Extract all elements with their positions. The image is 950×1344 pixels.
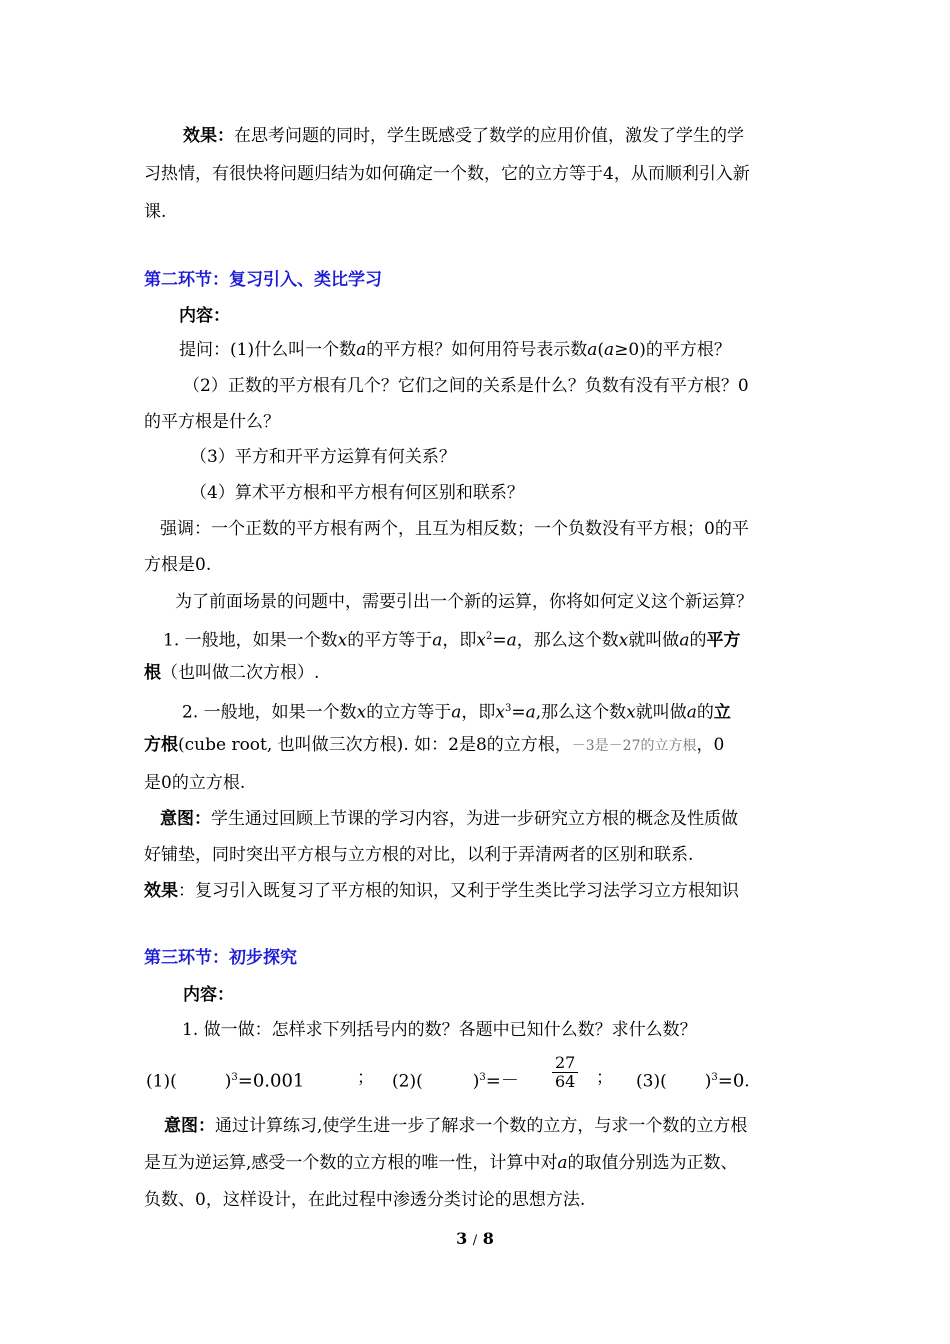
def2-x2: x [495,702,505,723]
q1-paren: ( [597,340,605,360]
def2-a: 2. 一般地，如果一个数 [182,702,357,723]
eq3-lead: (3)( [636,1071,667,1092]
eq2-fraction [552,1054,578,1091]
page-number [0,1229,950,1248]
intent-3-text: 通过计算练习,使学生进一步了解求一个数的立方，与求一个数的立方根 [215,1116,748,1136]
question-1 [179,338,731,362]
eq3-rhs: =0 [717,1070,745,1092]
definition-2-line-2 [144,733,724,758]
intent-2-line-2: 好铺垫，同时突出平方根与立方根的对比，以利于弄清两者的区别和联系. [144,845,694,865]
equation-1 [146,1065,304,1095]
def2-x3: x [626,702,636,723]
def1-x2: x [476,630,486,651]
def2-x: x [356,702,367,723]
emphasis-line-1: 强调：一个正数的平方根有两个，且互为相反数；一个负数没有平方根；0的平 [160,519,749,539]
q1-var-a3: a [604,340,615,360]
def1-a3: a [506,630,517,651]
def1-a: 1. 一般地，如果一个数 [163,630,338,651]
intro-question: 为了前面场景的问题中，需要引出一个新的运算，你将如何定义这个新运算？ [175,592,753,612]
intent-3-line2-a: 是互为逆运算,感受一个数的立方根的唯一性，计算中对 [144,1153,558,1173]
eq1-sup: 3 [231,1072,238,1083]
definition-1-line-2 [144,661,319,685]
def1-f: 的 [689,630,707,651]
intent-3-label: 意图： [164,1116,215,1136]
equation-3 [636,1065,750,1095]
effect-paragraph-line-1 [183,124,744,148]
effect-colon: ： [217,126,234,146]
definition-1-line-1 [163,625,740,653]
def1-x: x [337,630,348,651]
def2-e: 就叫做 [635,702,687,723]
eq1-lead: (1)( [146,1071,177,1092]
page-separator: / [472,1233,478,1248]
def2-a4: a [686,702,697,723]
def1-a4: a [679,630,690,651]
def1-g: （也叫做二次方根）. [161,663,320,683]
def1-a2: a [432,630,443,651]
q1-var-a: a [356,340,367,360]
def2-f: 的 [696,702,714,723]
effect-label: 效果 [183,126,217,146]
def2-example-gray: －3是－27的立方根 [571,738,697,754]
q1-text-d: ≥0)的平方根？ [614,340,731,360]
effect-2 [144,879,739,903]
page-total: 8 [482,1229,494,1248]
section-2-title: 第二环节：复习引入、类比学习 [144,270,382,290]
def2-d: ,那么这个数 [535,702,627,723]
effect-paragraph-line-2: 习热情，有很快将问题归结为如何确定一个数，它的立方等于4，从而顺利引入新 [144,164,750,184]
question-3: （3）平方和开平方运算有何关系？ [190,447,456,467]
eq2-denominator: 64 [555,1072,576,1091]
separator-2: ； [596,1068,613,1088]
q1-text-b: 的平方根？如何用符号表示数 [366,340,588,360]
effect-2-label: 效果 [144,881,178,901]
effect-paragraph-line-3: 课. [144,202,167,222]
def2-a2: a [451,702,462,723]
def1-e: 就叫做 [628,630,680,651]
eq2-close: ) [472,1071,480,1092]
def1-d: ，那么这个数 [516,630,619,651]
eq1-close: ) [224,1071,232,1092]
intent-3-line-3: 负数、0，这样设计，在此过程中渗透分类讨论的思想方法. [144,1190,586,1210]
equation-2 [392,1065,519,1095]
def1-sup: 2 [485,631,493,642]
eq3-sup: 3 [711,1072,718,1083]
q1-text-a: 提问：(1)什么叫一个数 [179,340,357,360]
question-2-line-1: （2）正数的平方根有几个？它们之间的关系是什么？负数有没有平方根？0 [183,376,749,396]
def2-term-root: 方根 [144,735,178,755]
intent-2-label: 意图： [160,809,211,829]
def1-eq: = [492,630,507,651]
intent-3-line2-b: 的取值分别选为正数、 [567,1153,738,1173]
def2-term-cube: 立 [713,702,731,723]
def2-eq: = [511,702,526,723]
def1-term-root: 根 [144,663,161,683]
intent-2-line-1 [160,807,738,831]
def1-c: ，即 [442,630,477,651]
def1-b: 的平方等于 [347,630,433,651]
def2-c: ，即 [461,702,496,723]
effect-2-text: ：复习引入既复习了平方根的知识，又利于学生类比学习法学习立方根知识 [178,881,739,901]
definition-2-line-3: 是0的立方根. [144,773,246,793]
emphasis-line-2: 方根是0. [144,555,212,575]
page-current: 3 [456,1229,468,1248]
section-3-title: 第三环节：初步探究 [144,948,297,968]
def2-h: ，0 [696,735,725,755]
eq3-end: . [744,1071,750,1092]
section-3-content-label: 内容： [183,985,234,1005]
def2-a3: a [525,702,536,723]
eq2-numerator: 27 [552,1054,578,1073]
task-1: 1. 做一做：怎样求下列括号内的数？各题中已知什么数？求什么数？ [182,1020,697,1040]
def2-b: 的立方等于 [366,702,452,723]
intent-3-var-a: a [557,1153,568,1173]
q1-var-a2: a [587,340,598,360]
eq2-sup: 3 [479,1072,486,1083]
eq3-close: ) [704,1071,712,1092]
def1-x3: x [618,630,629,651]
definition-2-line-1 [182,697,731,725]
question-4: （4）算术平方根和平方根有何区别和联系？ [190,483,524,503]
def1-term-square: 平方 [706,630,741,651]
section-2-content-label: 内容： [179,306,230,326]
def2-sup: 3 [504,703,512,714]
eq1-rhs: =0.001 [237,1070,305,1092]
eq2-lead: (2)( [392,1071,423,1092]
effect-text-1: 在思考问题的同时，学生既感受了数学的应用价值，激发了学生的学 [234,126,744,146]
question-2-line-2: 的平方根是什么？ [144,412,280,432]
intent-3-line-1 [164,1114,747,1138]
intent-2-text: 学生通过回顾上节课的学习内容，为进一步研究立方根的概念及性质做 [211,809,738,829]
def2-g: (cube root, 也叫做三次方根). 如：2是8的立方根， [178,735,572,755]
intent-3-line-2 [144,1151,738,1175]
eq2-rhs: =－ [485,1070,519,1092]
separator-1: ； [357,1068,374,1088]
